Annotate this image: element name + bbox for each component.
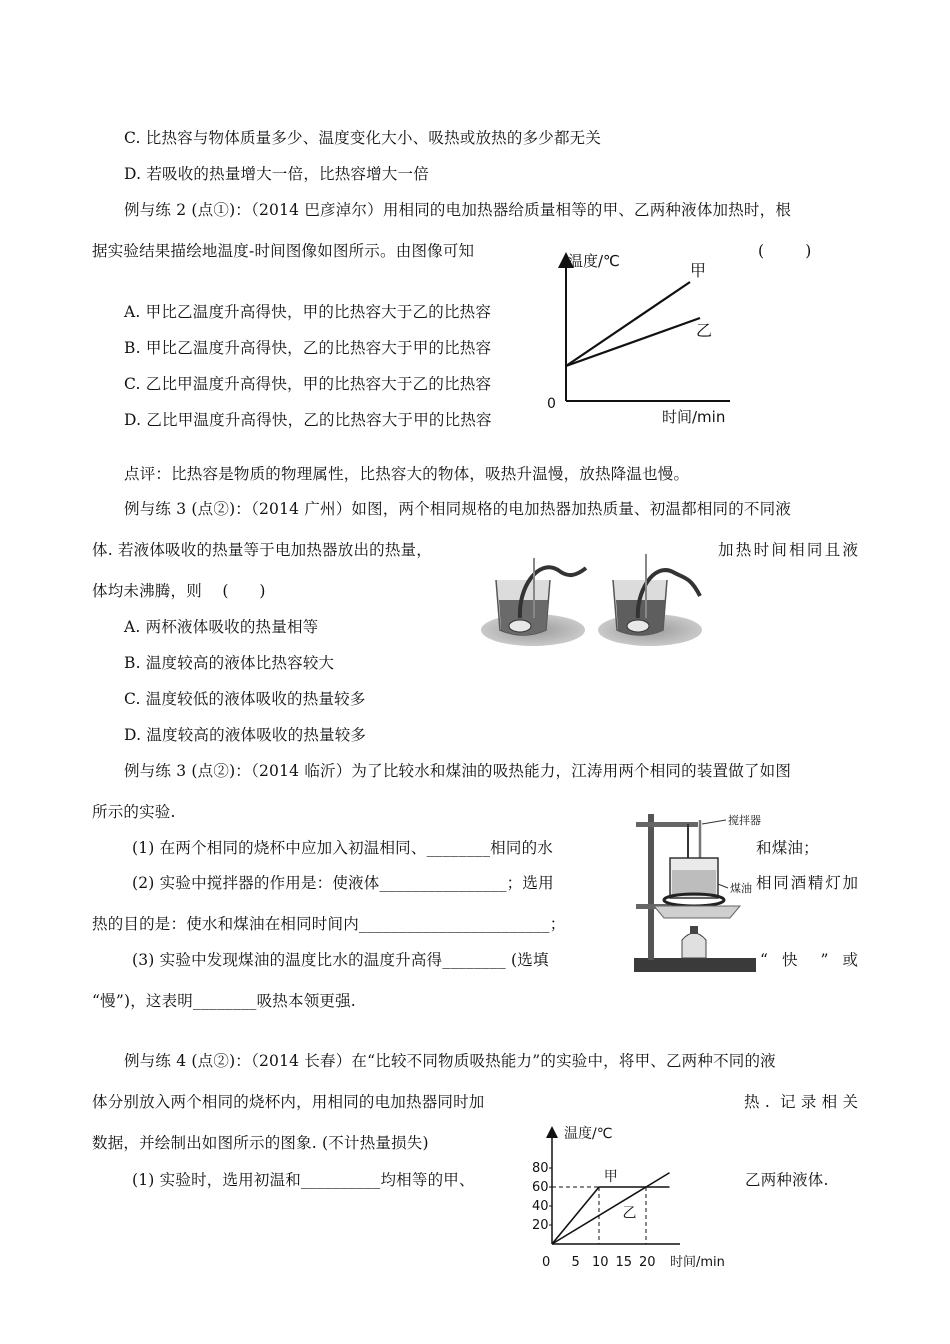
y-axis-label: 温度/℃: [568, 252, 620, 270]
lamp-wick: [690, 926, 698, 934]
question-3b-stem: 例与练 3 (点②)：（2014 临沂）为了比较水和煤油的吸热能力，江涛用两个相同的装置做了如图: [124, 762, 792, 780]
series-jia-label: 甲: [690, 261, 707, 280]
chart-series-label-yi: 乙: [622, 1205, 637, 1222]
q3b-part-3-right: “ 快 ” 或: [760, 951, 858, 969]
chart-series-line-jia: [552, 1187, 670, 1244]
series-yi-line: [566, 318, 700, 366]
question-3-stem-right: 加热时间相同且液: [718, 541, 858, 559]
x-axis-label: 时间/min: [662, 408, 726, 426]
chart-origin-label: 0: [542, 1255, 551, 1270]
q3b-part-1-right: 和煤油；: [756, 839, 819, 857]
chart-y-tick-label: 80: [532, 1161, 549, 1176]
question-2-stem: 例与练 2 (点①)：（2014 巴彦淖尔）用相同的电加热器给质量相等的甲、乙两种液体加热时，根: [124, 201, 792, 219]
q4-part-1-right: 乙两种液体.: [745, 1171, 829, 1189]
temperature-time-graph: [540, 246, 740, 426]
question-3b-stem-cont: 所示的实验.: [92, 803, 176, 821]
origin-label: 0: [547, 396, 556, 412]
q2-option-a: A. 甲比乙温度升高得快，甲的比热容大于乙的比热容: [124, 303, 492, 321]
question-2-stem-cont: 据实验结果描绘地温度-时间图像如图所示。由图像可知: [92, 242, 475, 260]
heating-apparatus-diagram: [630, 808, 770, 976]
q3b-part-3-cont: “慢”)，这表明________吸热本领更强.: [92, 992, 356, 1010]
question-3-stem-end: 体均未沸腾，则 ( ): [92, 582, 266, 600]
stand-rod: [648, 814, 654, 960]
beakers-heaters-illustration: [478, 548, 710, 680]
answer-bracket: ( ): [758, 242, 812, 260]
comment-line: 点评：比热容是物质的物理属性，比热容大的物体，吸热升温慢，放热降温也慢。: [124, 465, 690, 483]
chart-x-label: 时间/min: [670, 1255, 725, 1270]
q3b-part-1: (1) 在两个相同的烧杯中应加入初温相同、________相同的水: [132, 839, 553, 857]
chart-y-tick-label: 60: [532, 1180, 549, 1195]
q3b-part-2-right: 相同酒精灯加: [756, 874, 858, 892]
chart-x-tick-label: 15: [615, 1255, 633, 1270]
chart-series-label-jia: 甲: [603, 1169, 618, 1185]
q3b-part-2: (2) 实验中搅拌器的作用是：使液体________________；选用: [132, 874, 554, 892]
q2-option-b: B. 甲比乙温度升高得快，乙的比热容大于甲的比热容: [124, 339, 492, 357]
series-jia-line: [566, 282, 690, 366]
question-3-stem-cont: 体. 若液体吸收的热量等于电加热器放出的热量，: [92, 541, 432, 559]
option-c-line: C. 比热容与物体质量多少、温度变化大小、吸热或放热的多少都无关: [124, 129, 602, 147]
wire-gauze: [654, 906, 740, 918]
beaker-liquid: [672, 870, 716, 896]
left-heater-coil: [509, 620, 531, 632]
q3-option-b: B. 温度较高的液体比热容较大: [124, 654, 335, 672]
option-d-line: D. 若吸收的热量增大一倍，比热容增大一倍: [124, 165, 429, 183]
q4-part-1: (1) 实验时，选用初温和__________均相等的甲、: [132, 1171, 475, 1189]
oil-label: 煤油: [730, 882, 752, 895]
q3b-part-3: (3) 实验中发现煤油的温度比水的温度升高得________ (选填: [132, 951, 549, 969]
q3b-part-2-cont: 热的目的是：使水和煤油在相同时间内________________________；: [92, 915, 566, 933]
chart-x-tick-label: 10: [592, 1255, 609, 1270]
chart-y-tick-label: 20: [532, 1218, 549, 1233]
alcohol-lamp: [682, 933, 706, 958]
chart-y-label: 温度/℃: [564, 1126, 613, 1142]
q3-option-d: D. 温度较高的液体吸收的热量较多: [124, 726, 367, 744]
q3-option-c: C. 温度较低的液体吸收的热量较多: [124, 690, 366, 708]
question-4-stem: 例与练 4 (点②)：（2014 长春）在“比较不同物质吸热能力”的实验中，将甲、乙两种不同的液: [124, 1052, 776, 1070]
question-3-stem: 例与练 3 (点②)：（2014 广州）如图，两个相同规格的电加热器加热质量、初温都相同的不同液: [124, 500, 792, 518]
stand-base: [634, 958, 756, 972]
chart-x-tick-label: 20: [639, 1255, 656, 1270]
temperature-time-chart: [530, 1118, 730, 1278]
q2-option-d: D. 乙比甲温度升高得快，乙的比热容大于甲的比热容: [124, 411, 492, 429]
chart-x-tick-label: 5: [571, 1255, 580, 1270]
right-heater-coil: [627, 620, 649, 632]
question-4-stem-end: 数据，并绘制出如图所示的图象. (不计热量损失): [92, 1134, 429, 1152]
q2-option-c: C. 乙比甲温度升高得快，甲的比热容大于乙的比热容: [124, 375, 492, 393]
question-4-stem-right: 热. 记录相关: [744, 1093, 858, 1111]
question-4-stem-cont: 体分别放入两个相同的烧杯内，用相同的电加热器同时加: [92, 1093, 485, 1111]
chart-y-tick-label: 40: [532, 1199, 549, 1214]
series-yi-label: 乙: [696, 321, 713, 340]
q3-option-a: A. 两杯液体吸收的热量相等: [124, 618, 319, 636]
stirrer-pointer: [702, 820, 726, 824]
oil-pointer: [718, 884, 728, 888]
stirrer-label: 搅拌器: [728, 814, 761, 827]
